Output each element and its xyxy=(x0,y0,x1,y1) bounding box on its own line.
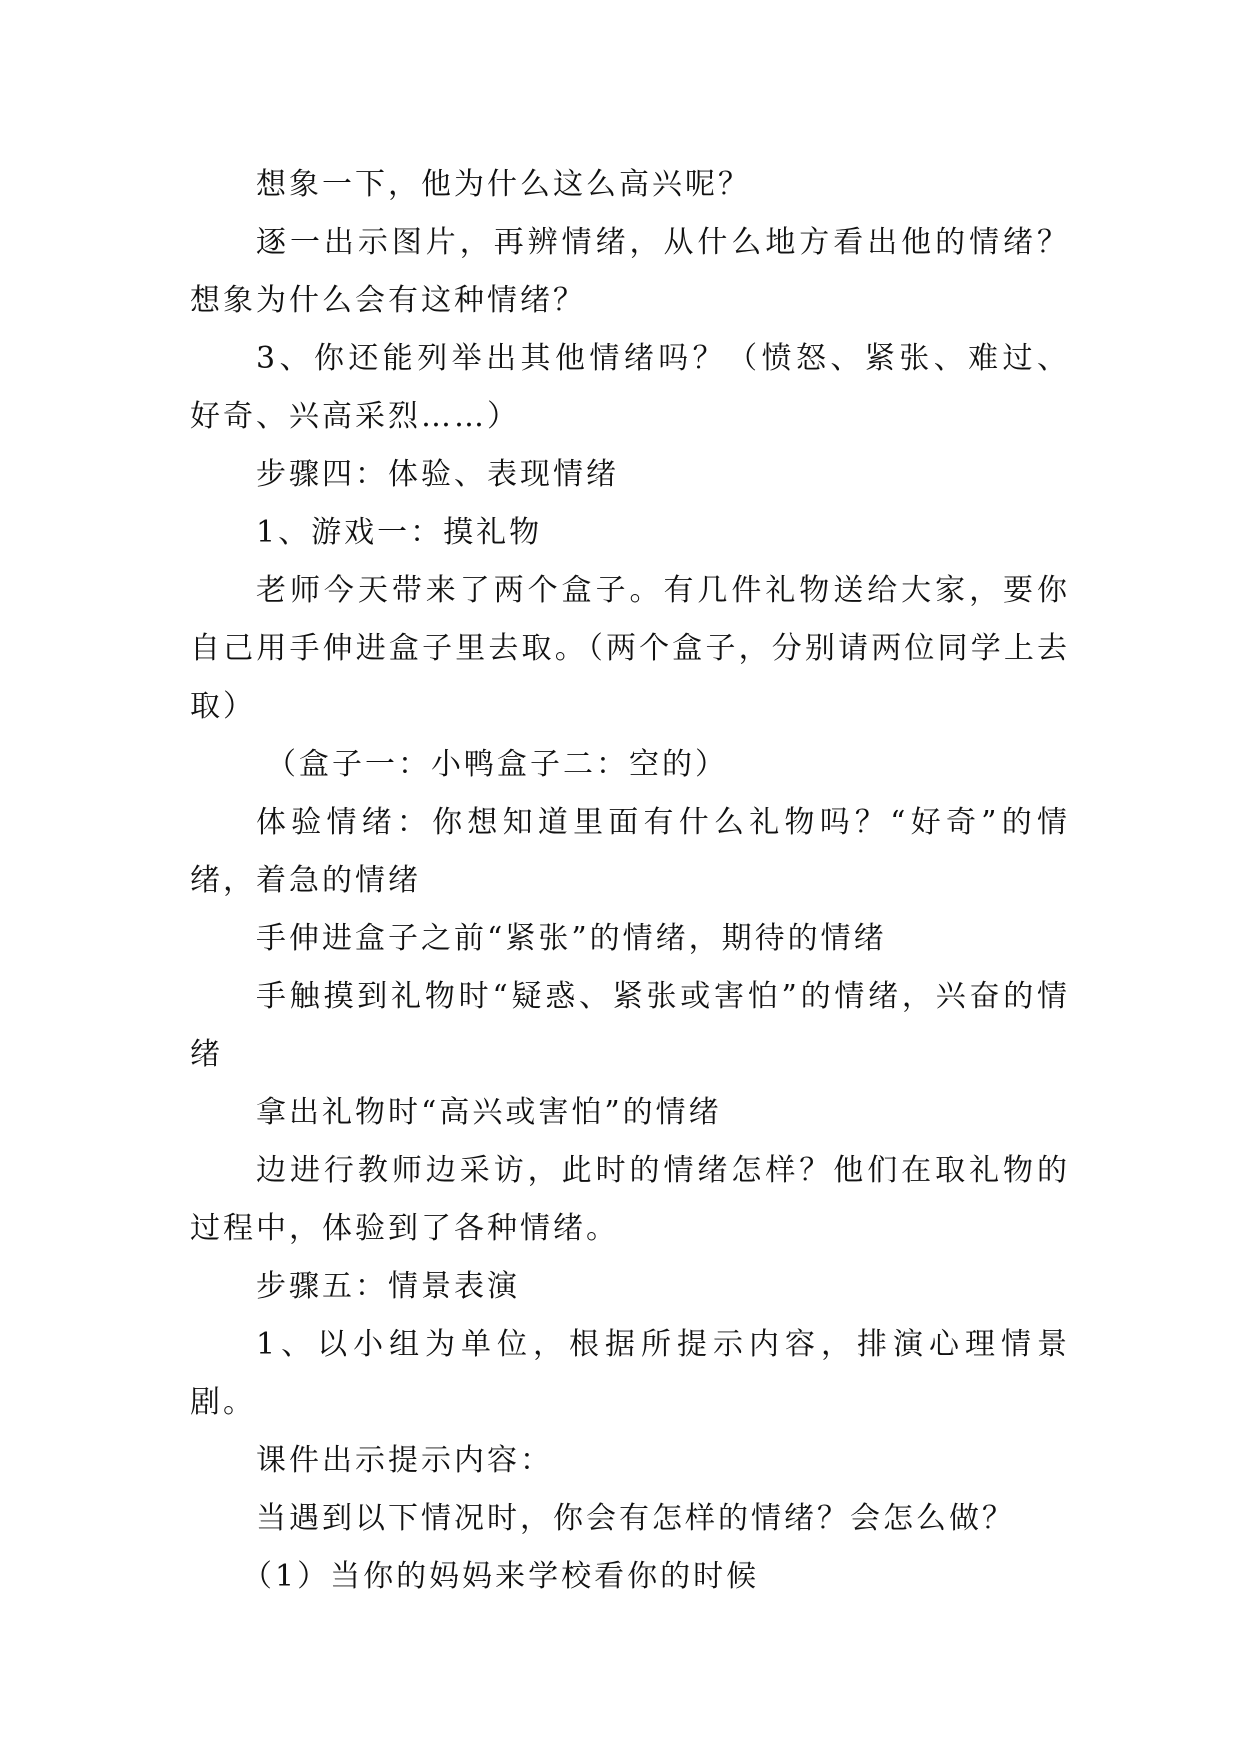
paragraph-16: 当遇到以下情况时，你会有怎样的情绪？会怎么做？ xyxy=(256,1501,1015,1536)
paragraph-17-list-item: （1）当你的妈妈来学校看你的时候 xyxy=(242,1559,760,1594)
paragraph-5-game-one: 1、游戏一：摸礼物 xyxy=(256,515,543,550)
paragraph-15: 课件出示提示内容： xyxy=(256,1443,553,1478)
paragraph-9: 手伸进盒子之前“紧张”的情绪，期待的情绪 xyxy=(256,921,887,956)
paragraph-11: 拿出礼物时“高兴或害怕”的情绪 xyxy=(256,1095,722,1130)
paragraph-8: 体验情绪：你想知道里面有什么礼物吗？“好奇”的情绪，着急的情绪 xyxy=(190,805,1070,898)
paragraph-14: 1、以小组为单位，根据所提示内容，排演心理情景剧。 xyxy=(190,1327,1070,1420)
paragraph-7-boxes-note: （盒子一：小鸭盒子二：空的） xyxy=(266,747,728,782)
document-body xyxy=(190,156,1070,1606)
paragraph-10: 手触摸到礼物时“疑惑、紧张或害怕”的情绪，兴奋的情绪 xyxy=(190,979,1070,1072)
paragraph-13-step-five-heading: 步骤五：情景表演 xyxy=(256,1269,520,1304)
paragraph-4-step-four-heading: 步骤四：体验、表现情绪 xyxy=(256,457,619,492)
paragraph-2: 逐一出示图片，再辨情绪，从什么地方看出他的情绪？想象为什么会有这种情绪？ xyxy=(190,225,1070,318)
paragraph-1: 想象一下，他为什么这么高兴呢？ xyxy=(256,167,751,202)
paragraph-12: 边进行教师边采访，此时的情绪怎样？他们在取礼物的过程中，体验到了各种情绪。 xyxy=(190,1153,1070,1246)
paragraph-6: 老师今天带来了两个盒子。有几件礼物送给大家，要你自己用手伸进盒子里去取。（两个盒子，分别请两位同学上去取） xyxy=(190,573,1070,724)
paragraph-3: 3、你还能列举出其他情绪吗？（愤怒、紧张、难过、好奇、兴高采烈……） xyxy=(190,341,1070,434)
